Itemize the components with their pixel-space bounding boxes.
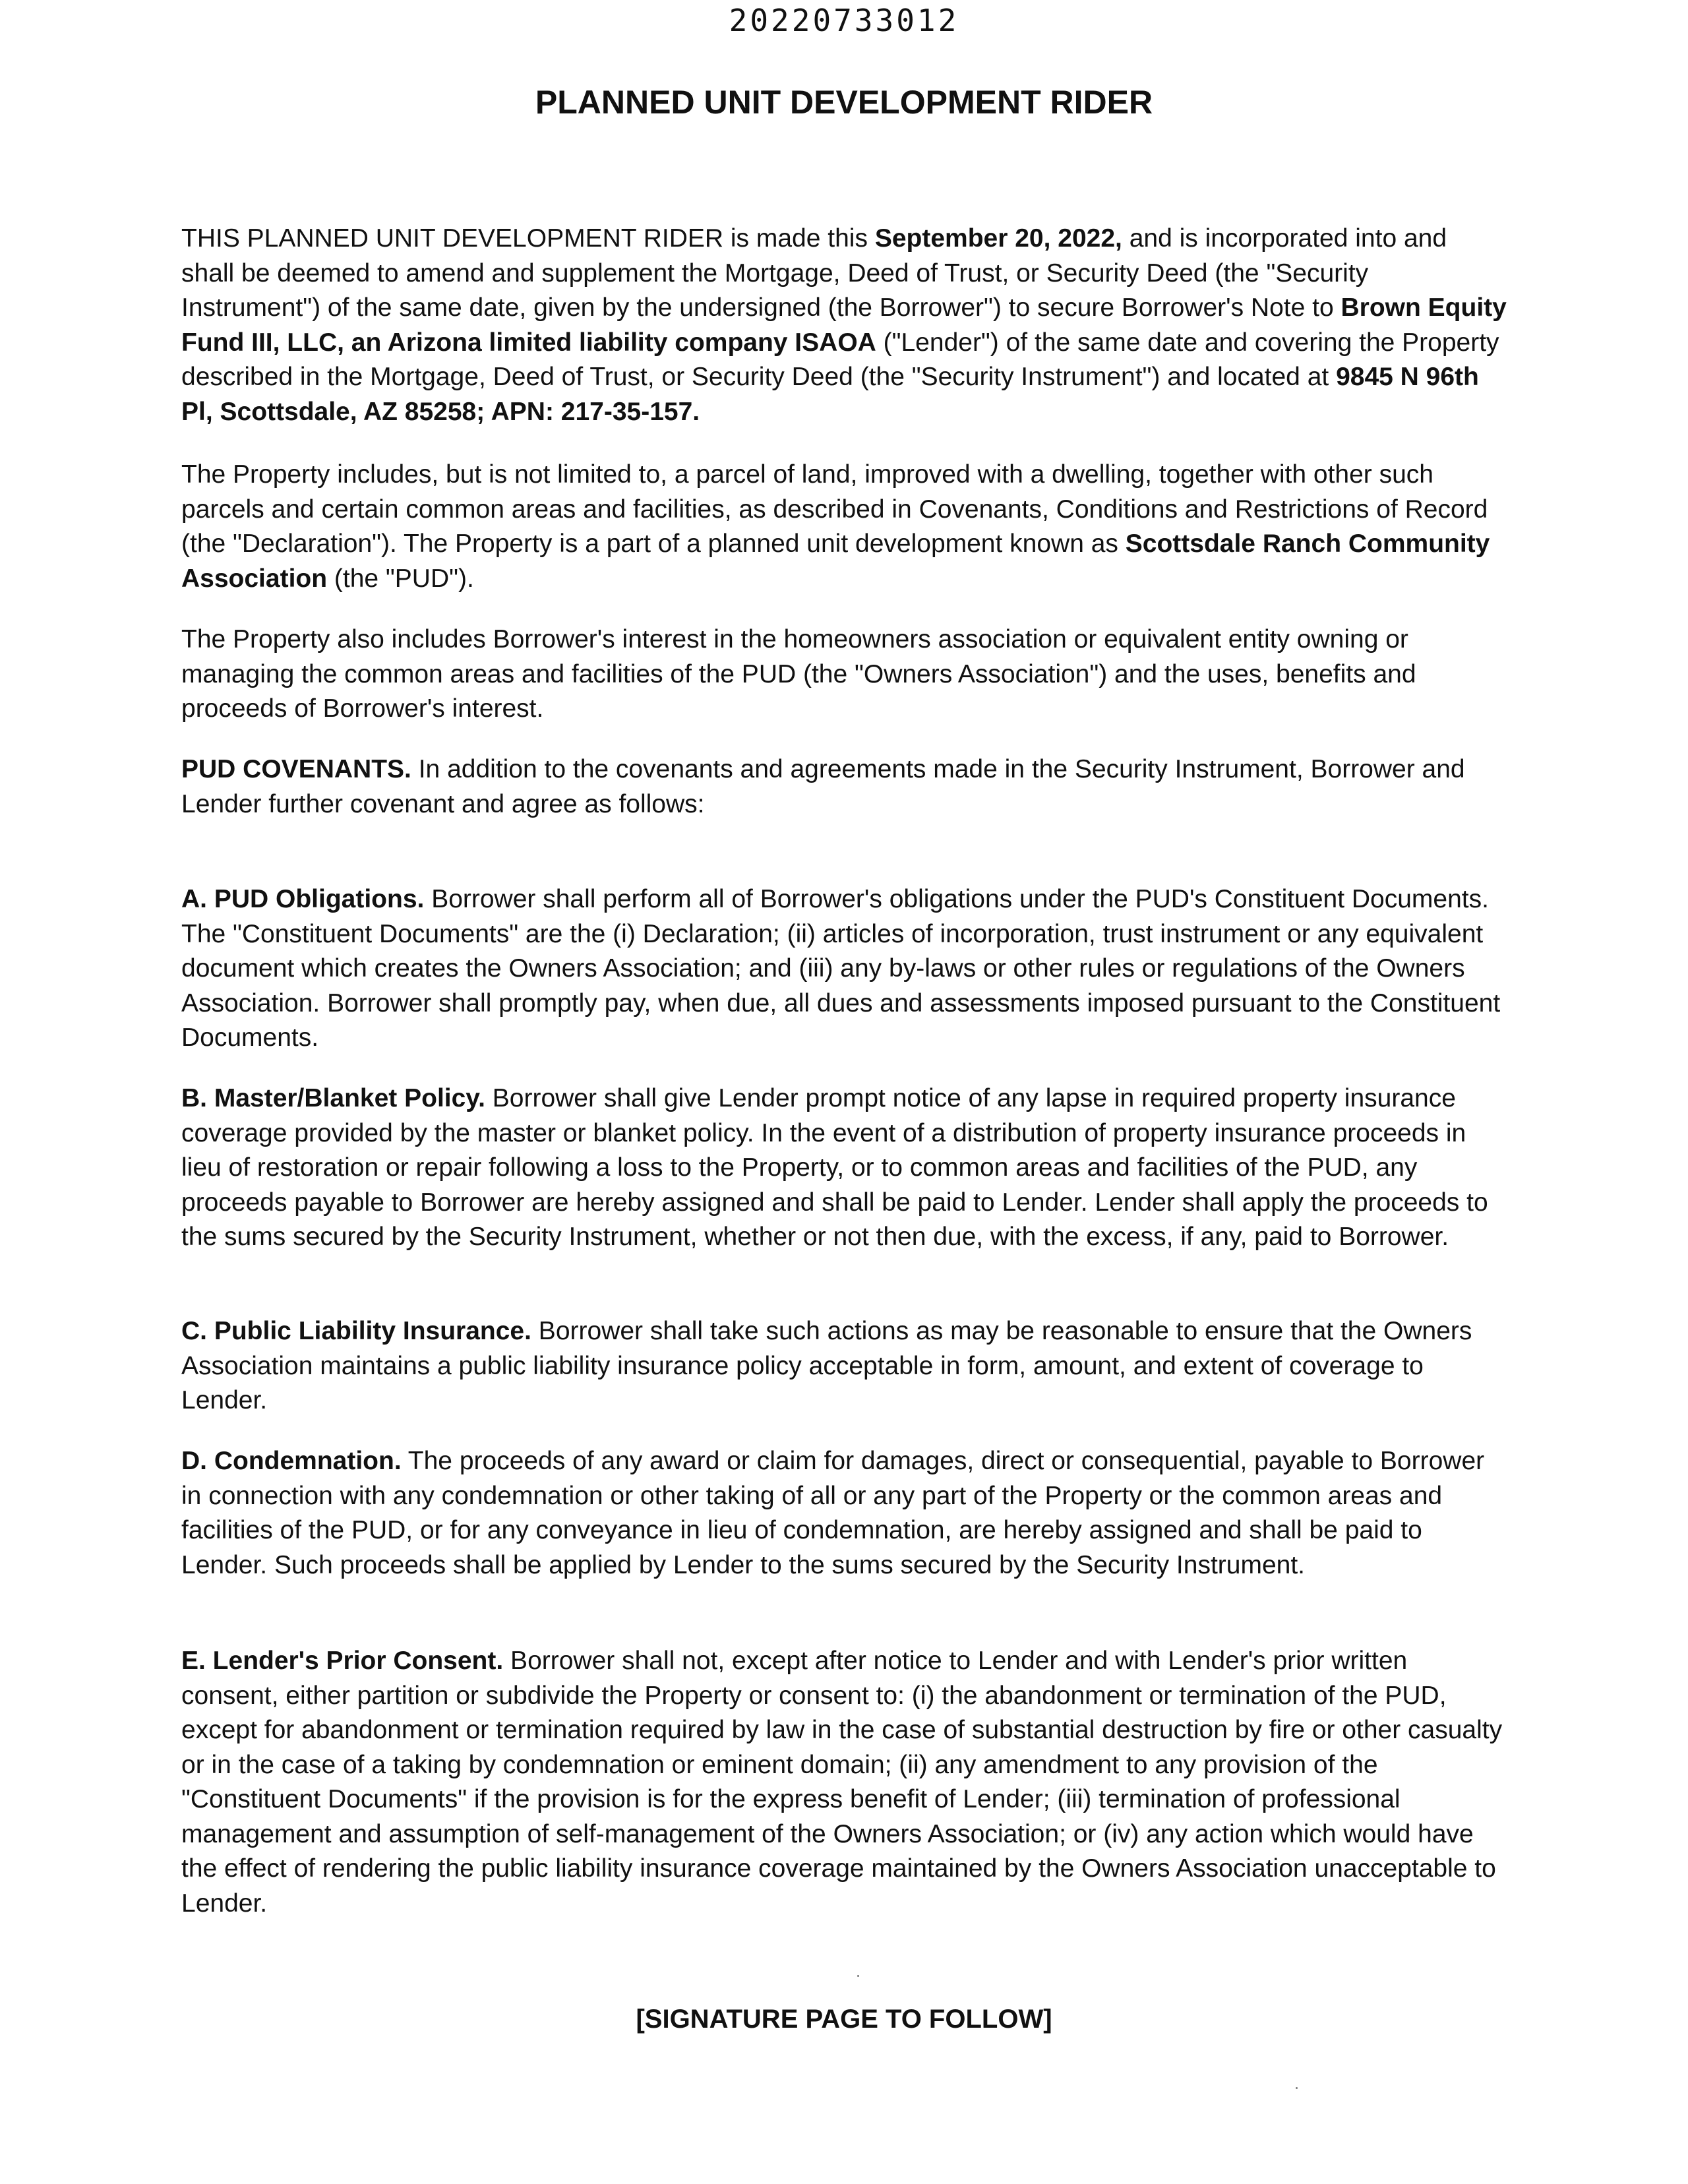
interest-paragraph [181,622,1507,727]
intro-text-1: THIS PLANNED UNIT DEVELOPMENT RIDER is made this [181,224,875,253]
section-c-label: C. Public Liability Insurance. [181,1317,531,1345]
property-text-1: The Property includes, but is not limited to, a parcel of land, improved with a dwelling, together with other such parcels and certain common areas and facilities, as described in Covenants, Conditions and Restrictions of Record (the "Declaration"). The Property is a part of a planned unit development known as [181,460,1488,558]
section-d-paragraph [181,1444,1507,1583]
rider-date: September 20, 2022, [874,224,1122,253]
section-b-text: Borrower shall give Lender prompt notice of any lapse in required property insurance coverage provided by the master or blanket policy. In the event of a distribution of property insurance proceeds in lieu of restoration or repair following a loss to the Property, or to common areas and facilities of the PUD, any proceeds payable to Borrower are hereby assigned and shall be paid to Lender. Lender shall apply the proceeds to the sums secured by the Security Instrument, whether or not then due, with the excess, if any, paid to Borrower. [181,1084,1488,1251]
property-text-2: (the "PUD"). [327,564,474,593]
interest-text: The Property also includes Borrower's interest in the homeowners association or equivalent entity owning or managing the common areas and facilities of the PUD (the "Owners Association") and the uses, benefits and proceeds of Borrower's interest. [181,625,1416,723]
property-paragraph [181,458,1507,596]
intro-paragraph [181,222,1507,429]
section-d-label: D. Condemnation. [181,1447,402,1475]
section-b-label: B. Master/Blanket Policy. [181,1084,485,1112]
covenants-paragraph [181,752,1507,822]
page-title: PLANNED UNIT DEVELOPMENT RIDER [535,84,1153,121]
section-b-paragraph [181,1081,1507,1255]
section-e-paragraph [181,1644,1507,1921]
lender-name: Brown Equity Fund III, LLC, an Arizona limited liability company ISAOA [181,293,1507,357]
section-e-text: Borrower shall not, except after notice to Lender and with Lender's prior written consent, either partition or subdivide the Property or consent to: (i) the abandonment or termination of the PUD, except for abandonment or termination required by law in the case of substantial destruction by fire or other casualty or in the case of a taking by condemnation or eminent domain; (ii) any amendment to any provision of the "Constituent Documents" if the provision is for the express benefit of Lender; (iii) termination of professional management and assumption of self-management of the Owners Association; or (iv) any action which would have the effect of rendering the public liability insurance coverage maintained by the Owners Association unacceptable to Lender. [181,1647,1503,1918]
scan-speck [857,1975,859,1977]
section-c-paragraph [181,1314,1507,1418]
section-c-text: Borrower shall take such actions as may be reasonable to ensure that the Owners Association maintains a public liability insurance policy acceptable in form, amount, and extent of coverage to Lender. [181,1317,1472,1414]
covenants-label: PUD COVENANTS. [181,755,411,783]
covenants-text: In addition to the covenants and agreements made in the Security Instrument, Borrower and Lender further covenant and agree as follows: [181,755,1465,818]
signature-page-note: [SIGNATURE PAGE TO FOLLOW] [636,2005,1052,2034]
intro-text-3: ("Lender") of the same date and covering the Property described in the Mortgage, Deed of Trust, or Security Deed (the "Security Instrument") and located at [181,328,1499,391]
scan-speck [1296,2087,1298,2089]
pud-name: Scottsdale Ranch Community Association [181,530,1490,593]
section-e-label: E. Lender's Prior Consent. [181,1647,504,1675]
recording-number: 20220733012 [729,3,959,38]
intro-text-2: and is incorporated into and shall be deemed to amend and supplement the Mortgage, Deed of Trust, or Security Deed (the "Security Instrument") of the same date, given by the undersigned (the Borrower") to secure Borrower's Note to [181,224,1447,322]
section-a-paragraph [181,882,1507,1056]
property-address: 9845 N 96th Pl, Scottsdale, AZ 85258; APN: 217-35-157. [181,363,1479,426]
section-d-text: The proceeds of any award or claim for damages, direct or consequential, payable to Borrower in connection with any condemnation or other taking of all or any part of the Property or the common areas and facilities of the PUD, or for any conveyance in lieu of condemnation, are hereby assigned and shall be paid to Lender. Such proceeds shall be applied by Lender to the sums secured by the Security Instrument. [181,1447,1485,1579]
section-a-label: A. PUD Obligations. [181,885,425,913]
section-a-text: Borrower shall perform all of Borrower's obligations under the PUD's Constituent Documents. The "Constituent Documents" are the (i) Declaration; (ii) articles of incorporation, trust instrument or any equivalent document which creates the Owners Association; and (iii) any by-laws or other rules or regulations of the Owners Association. Borrower shall promptly pay, when due, all dues and assessments imposed pursuant to the Constituent Documents. [181,885,1501,1052]
